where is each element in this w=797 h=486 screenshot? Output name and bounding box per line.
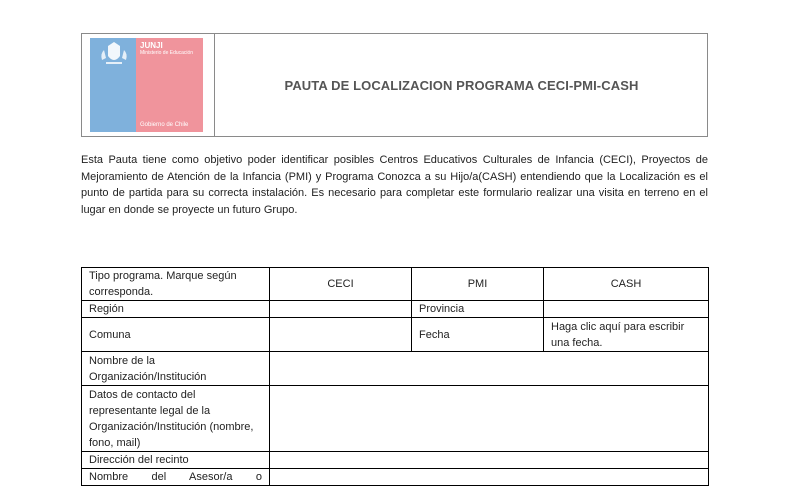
provincia-field[interactable] [544,301,709,318]
localization-form-table [81,267,709,486]
direccion-field[interactable] [270,452,709,469]
header-box [81,33,708,137]
tipo-programa-label: Tipo programa. Marque según corresponda. [82,268,270,301]
table-row [82,268,709,301]
comuna-label: Comuna [82,318,270,352]
region-label: Región [82,301,270,318]
fecha-label: Fecha [412,318,544,352]
datos-contacto-field[interactable] [270,386,709,452]
header-divider [214,34,215,136]
intro-paragraph: Esta Pauta tiene como objetivo poder identificar posibles Centros Educativos Culturales de Infancia (CECI), Proyectos de Mejoramiento de Atención de la Infancia (PMI) y Programa Conozca a su Hijo/a(CASH) entendiendo que la Localización es el punto de partida para su correcta instalación. Es necesario para completar este formulario realizar una visita en terreno en el lugar en donde se proyecte un futuro Grupo. [81,154,708,216]
table-row [82,469,709,486]
junji-logo [90,38,203,132]
datos-contacto-label: Datos de contacto del representante legal de la Organización/Institución (nombre, fono, mail) [82,386,270,452]
logo-org-name: JUNJI [140,41,163,50]
table-row [82,301,709,318]
logo-ministry: Ministerio de Educación [140,50,194,56]
nombre-asesor-label: Nombre del Asesor/a o [82,469,270,486]
table-row [82,452,709,469]
direccion-label: Dirección del recinto [82,452,270,469]
pmi-option[interactable]: PMI [412,268,544,301]
nombre-org-label: Nombre de la Organización/Institución [82,352,270,386]
table-row [82,352,709,386]
nombre-org-field[interactable] [270,352,709,386]
fecha-date-picker[interactable]: Haga clic aquí para escribir una fecha. [544,318,709,352]
provincia-label: Provincia [412,301,544,318]
coat-of-arms-icon [94,40,134,68]
table-row [82,318,709,352]
logo-government: Gobierno de Chile [140,122,189,128]
cash-option[interactable]: CASH [544,268,709,301]
comuna-field[interactable] [270,318,412,352]
nombre-asesor-field[interactable] [270,469,709,486]
table-row [82,386,709,452]
ceci-option[interactable]: CECI [270,268,412,301]
region-field[interactable] [270,301,412,318]
page-title: PAUTA DE LOCALIZACION PROGRAMA CECI-PMI-CASH [284,77,639,93]
